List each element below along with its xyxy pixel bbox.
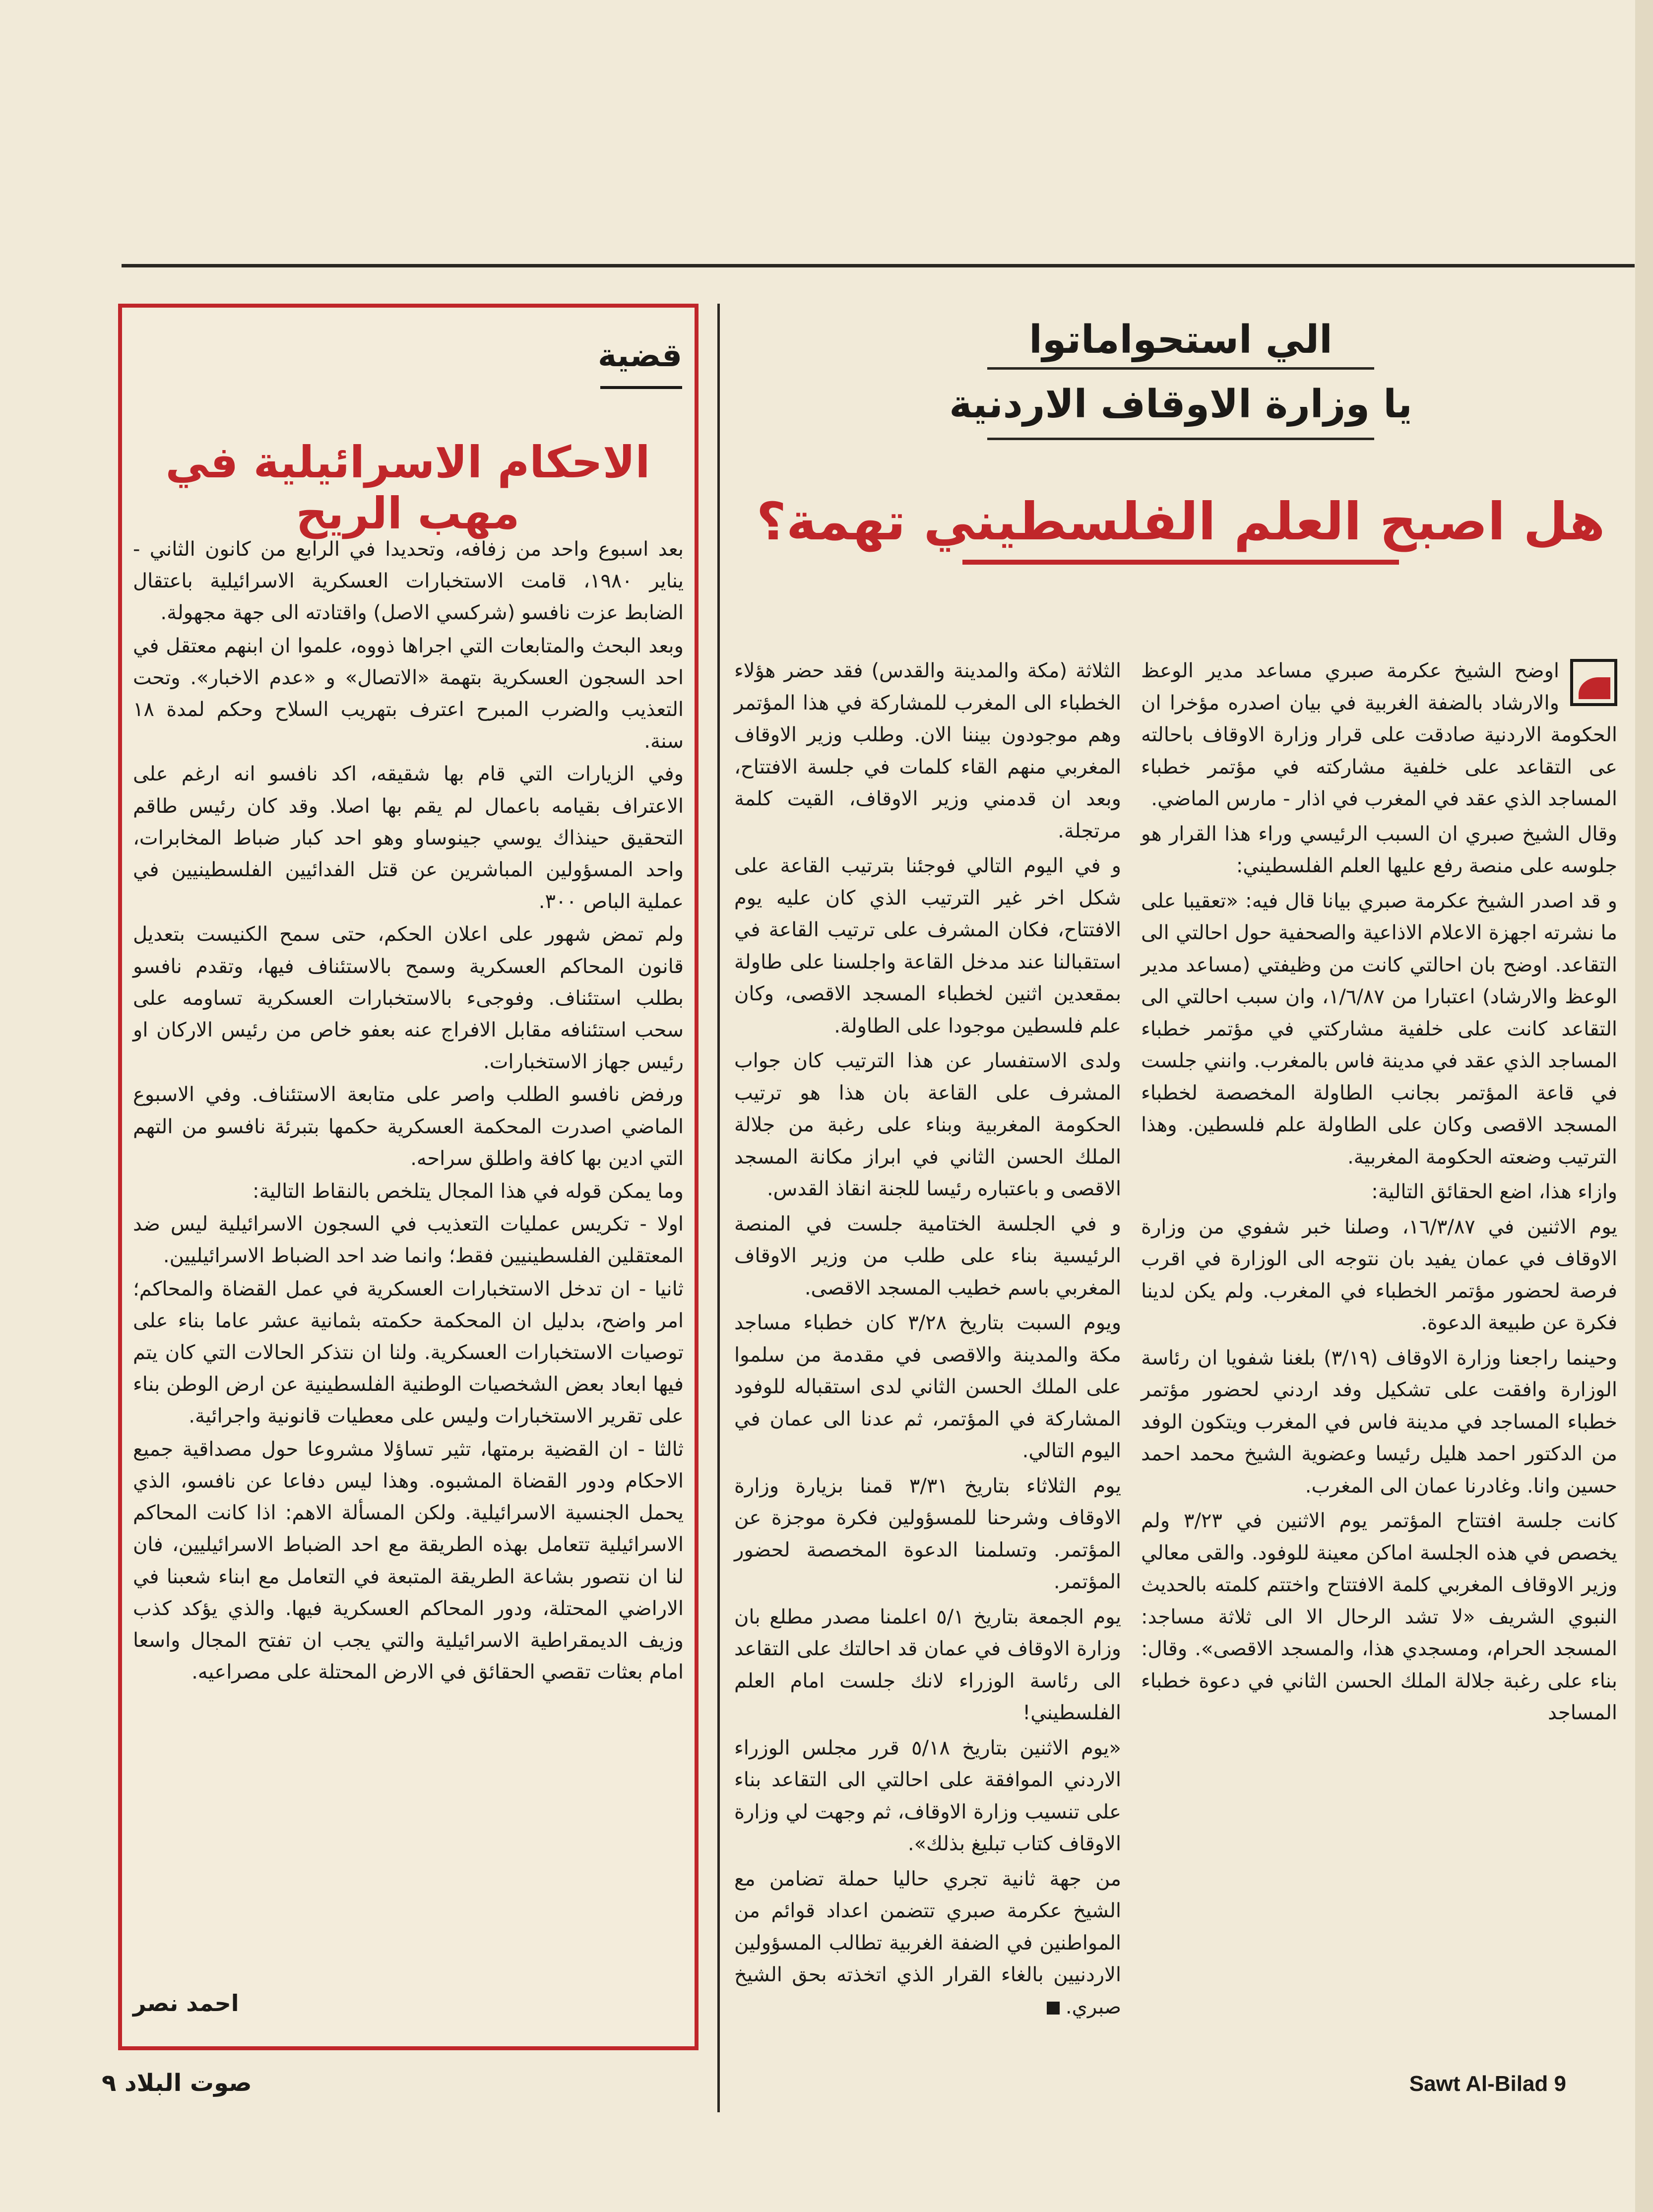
article-start-icon: [1570, 659, 1617, 706]
article-column-right: [1141, 655, 1617, 1732]
article-paragraph: ويوم السبت بتاريخ ٣/٢٨ كان خطباء مساجد مكة والمدينة والاقصى في مقدمة من سلموا على الملك الحسن الثاني لدى استقباله للوفود المشاركة في المؤتمر، ثم عدنا الى عمان في اليوم التالي.: [734, 1311, 1122, 1462]
header-separator: [987, 367, 1374, 370]
header-underline: [987, 438, 1374, 440]
article-paragraph: يوم الثلاثاء بتاريخ ٣/٣١ قمنا بزيارة وزارة الاوقاف وشرحنا للمسؤولين فكرة موجزة عن المؤتمر. وتسلمنا الدعوة المخصصة لحضور المؤتمر.: [734, 1474, 1122, 1593]
sidebar-paragraph: ثالثا - ان القضية برمتها، تثير تساؤلا مشروعا حول مصداقية جميع الاحكام ودور القضاة المشبوه. وهذا ليس دفاعا عن نافسو، الذي يحمل الجنسية الاسرائيلية. ولكن المسألة الاهم: اذا كانت المحاكم الاسرائيلية تتعامل بهذه الطريقة مع احد الضباط الاسرائيليين، فان لنا ان نتصور بشاعة الطريقة المتبعة في التعامل مع ابناء شعبنا في الاراضي المحتلة، ودور المحاكم العسكرية فيها. والذي يؤكد كذب وزيف الديمقراطية الاسرائيلية والتي يجب ان تفتح المجال واسعا امام بعثات تقصي الحقائق في الارض المحتلة على مصراعيه.: [133, 1437, 684, 1684]
article-paragraph: كانت جلسة افتتاح المؤتمر يوم الاثنين في ٣/٢٣ ولم يخصص في هذه الجلسة اماكن معينة للوفود. والقى معالي وزير الاوقاف المغربي كلمة الافتتاح واختتم كلمته بالحديث النبوي الشريف «لا تشد الرحال الا الى ثلاثة مساجد: المسجد الحرام، ومسجدي هذا، والمسجد الاقصى». وقال: بناء على رغبة جلالة الملك الحسن الثاني في دعوة خطباء المساجد: [1141, 1509, 1617, 1724]
article-paragraph: من جهة ثانية تجري حاليا حملة تضامن مع الشيخ عكرمة صبري تتضمن اعداد قوائم من المواطنين في الضفة الغربية تطالب المسؤولين الاردنيين بالغاء القرار الذي اتخذته بحق الشيخ صبري.: [734, 1867, 1121, 2018]
article-paragraph: يوم الجمعة بتاريخ ٥/١ اعلمنا مصدر مطلع بان وزارة الاوقاف في عمان قد احالتك على التقاعد الى رئاسة الوزراء لانك جلست امام العلم الفلسطيني!: [734, 1605, 1122, 1724]
article-paragraph: يوم الاثنين في ١٦/٣/٨٧، وصلنا خبر شفوي من وزارة الاوقاف في عمان يفيد بان نتوجه الى الوزارة في اقرب فرصة لحضور مؤتمر الخطباء في المغرب. ولم يكن لدينا فكرة عن طبيعة الدعوة.: [1141, 1215, 1617, 1334]
sidebar-section-label: قضية: [598, 337, 682, 374]
page-edge: [1635, 0, 1653, 2212]
sidebar-paragraph: وفي الزيارات التي قام بها شقيقه، اكد نافسو انه ارغم على الاعتراف بقيامه باعمال لم يقم بها اصلا. وقد كان رئيس طاقم التحقيق حينذاك يوسي جينوساو وهو احد كبار ضباط المخابرات، واحد المسؤولين المباشرين عن قتل الفدائيين الفلسطينيين في عملية الباص ٣٠٠.: [133, 763, 684, 913]
sidebar-paragraph: ثانيا - ان تدخل الاستخبارات العسكرية في عمل القضاة والمحاكم؛ امر واضح، بدليل ان المحكمة حكمته بثمانية عشر عاما بناء على توصيات الاستخبارات العسكرية. ولنا ان نتذكر الحالات التي كان يتم فيها ابعاد بعض الشخصيات الوطنية الفلسطينية عن ارض الوطن بناء على تقرير الاستخبارات وليس على معطيات قانونية واجرائية.: [133, 1277, 684, 1428]
article-paragraph: ولدى الاستفسار عن هذا الترتيب كان جواب المشرف على القاعة بان هذا هو ترتيب الحكومة المغربية وبناء على رغبة من جلالة الملك الحسن الثاني في ابراز مكانة المسجد الاقصى و باعتباره رئيسا للجنة انقاذ القدس.: [734, 1049, 1121, 1200]
header-line-2: يا وزارة الاوقاف الاردنية: [949, 382, 1412, 427]
page-header: [734, 308, 1627, 437]
sidebar-paragraph: وما يمكن قوله في هذا المجال يتلخص بالنقاط التالية:: [252, 1180, 684, 1203]
sidebar-paragraph: بعد اسبوع واحد من زفافه، وتحديدا في الرابع من كانون الثاني - يناير ١٩٨٠، قامت الاستخبارات العسكرية الاسرائيلية باعتقال الضابط عزت نافسو (شركسي الاصل) واقتادته الى جهة مجهولة.: [133, 538, 684, 625]
sidebar-label-underline: [600, 386, 682, 389]
article-paragraph: و قد اصدر الشيخ عكرمة صبري بيانا قال فيه: «تعقيبا على ما نشرته اجهزة الاعلام الاذاعية والصحفية حول احالتي الى التقاعد. اوضح بان احالتي كانت من وظيفتي (مساعد مدير الوعظ والارشاد) اعتبارا من ١/٦/٨٧، وان سبب احالتي الى التقاعد كانت على خلفية مشاركتي في مؤتمر خطباء المساجد الذي عقد في مدينة فاس بالمغرب. وانني جلست في قاعة المؤتمر بجانب الطاولة المخصصة لخطباء المسجد الاقصى وكان على الطاولة علم فلسطين. وهذا الترتيب وضعته الحكومة المغربية.: [1141, 889, 1618, 1169]
article-paragraph: و في اليوم التالي فوجئنا بترتيب القاعة على شكل اخر غير الترتيب الذي كان عليه يوم الافتتاح، فكان المشرف على ترتيب القاعة في استقبالنا عند مدخل القاعة واجلسنا على طاولة بمقعدين اثنين لخطباء المسجد الاقصى، وكان علم فلسطين موجودا على الطاولة.: [734, 854, 1121, 1038]
article-paragraph: الثلاثة (مكة والمدينة والقدس) فقد حضر هؤلاء الخطباء الى المغرب للمشاركة في هذا المؤتمر وهم موجودون بيننا الان. وطلب وزير الاوقاف المغربي منهم القاء كلمات في جلسة الافتتاح، وبعد ان قدمني وزير الاوقاف، القيت كلمة مرتجلة.: [734, 659, 1121, 843]
sidebar-paragraph: ورفض نافسو الطلب واصر على متابعة الاستئناف. وفي الاسبوع الماضي اصدرت المحكمة العسكرية حكمها بتبرئة نافسو من التهم التي ادين بها كافة واطلق سراحه.: [133, 1083, 684, 1170]
sidebar-paragraph: ولم تمض شهور على اعلان الحكم، حتى سمح الكنيست بتعديل قانون المحاكم العسكرية وسمح بالاستئناف فيها، وتقدم نافسو بطلب استئناف. وفوجىء بالاستخبارات العسكرية تساومه على سحب استئنافه مقابل الافراج عنه بعفو خاص من رئيس الاركان او رئيس جهاز الاستخبارات.: [133, 923, 684, 1074]
article-paragraph: وازاء هذا، اضع الحقائق التالية:: [1371, 1180, 1617, 1203]
sidebar-author: احمد نصر: [133, 1990, 239, 2017]
sidebar-body: [133, 533, 684, 1689]
header-line-1: الي استحواماتوا: [1029, 318, 1333, 362]
footer-page-number-arabic: صوت البلاد ٩: [102, 2069, 252, 2097]
sidebar-paragraph: وبعد البحث والمتابعات التي اجراها ذووه، علموا ان ابنهم معتقل في احد السجون العسكرية بتهمة «الاتصال» و «عدم الاخبار». وتحت التعذيب والضرب المبرح اعترف بتهريب السلاح وحكم لمدة ١٨ سنة.: [133, 634, 684, 753]
article-column-middle: [734, 655, 1121, 2026]
article-paragraph: و في الجلسة الختامية جلست في المنصة الرئيسية بناء على طلب من وزير الاوقاف المغربي باسم خطيب المسجد الاقصى.: [734, 1212, 1121, 1300]
article-paragraph: وحينما راجعنا وزارة الاوقاف (٣/١٩) بلغنا شفويا ان رئاسة الوزارة وافقت على تشكيل وفد اردني لحضور مؤتمر خطباء المساجد في مدينة فاس في المغرب ويتكون الوفد من الدكتور احمد هليل رئيسا وعضوية الشيخ محمد احمد حسين وانا. وغادرنا عمان الى المغرب.: [1141, 1346, 1617, 1497]
top-rule: [122, 264, 1635, 267]
headline-underline: [962, 560, 1399, 565]
sidebar-paragraph: اولا - تكريس عمليات التعذيب في السجون الاسرائيلية ليس ضد المعتقلين الفلسطينيين فقط؛ وانما ضد احد الضباط الاسرائيليين.: [133, 1213, 684, 1268]
article-headline: هل اصبح العلم الفلسطيني تهمة؟: [756, 491, 1605, 552]
footer-page-number-latin: Sawt Al-Bilad 9: [1409, 2072, 1566, 2096]
article-paragraph: وقال الشيخ صبري ان السبب الرئيسي وراء هذا القرار هو جلوسه على منصة رفع عليها العلم الفلسطيني:: [1141, 822, 1617, 877]
article-paragraph: «يوم الاثنين بتاريخ ٥/١٨ قرر مجلس الوزراء الاردني الموافقة على احالتي الى التقاعد بناء على تنسيب وزارة الاوقاف، ثم وجهت لي وزارة الاوقاف كتاب تبليغ بذلك».: [734, 1736, 1121, 1855]
sidebar-headline: الاحكام الاسرائيلية في مهب الريح: [165, 437, 650, 539]
end-of-article-mark: [1047, 2002, 1060, 2015]
column-divider: [717, 304, 720, 2112]
article-paragraph: اوضح الشيخ عكرمة صبري مساعد مدير الوعظ والارشاد بالضفة الغربية في بيان اصدره مؤخرا ان الحكومة الاردنية صادقت على قرار وزارة الاوقاف باحالته عى التقاعد على خلفية مشاركته في مؤتمر خطباء المساجد الذي عقد في المغرب في اذار - مارس الماضي.: [1141, 659, 1617, 810]
